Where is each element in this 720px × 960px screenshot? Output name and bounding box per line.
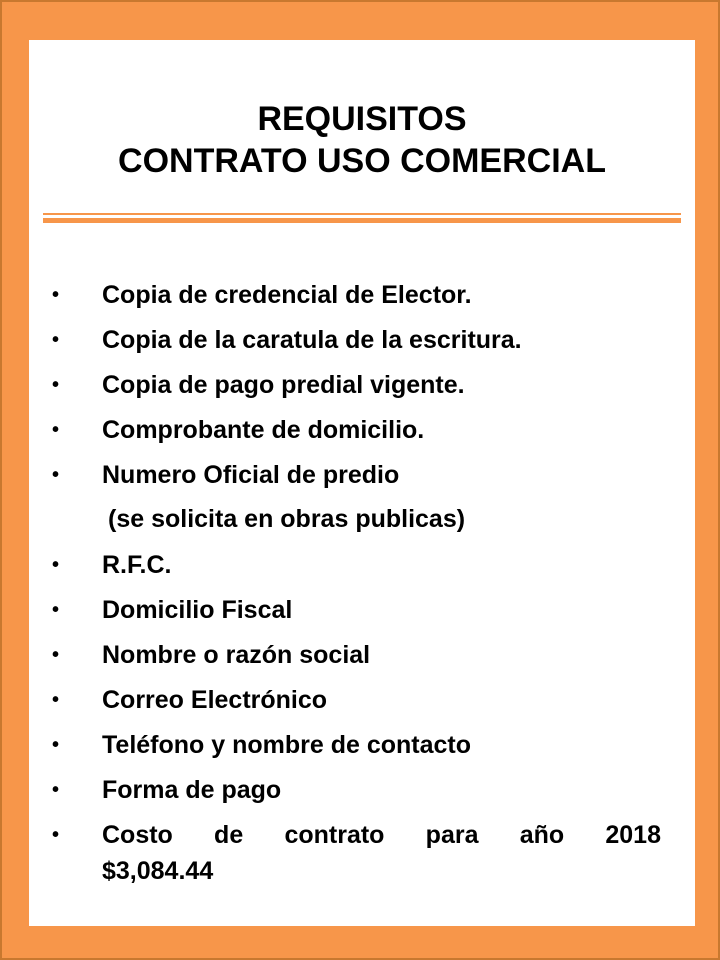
bullet-icon: • bbox=[52, 464, 60, 486]
list-item-note: (se solicita en obras publicas) bbox=[108, 505, 466, 533]
list-item-text: Correo Electrónico bbox=[102, 686, 328, 714]
slide-card bbox=[29, 40, 695, 926]
bullet-icon: • bbox=[52, 644, 60, 666]
list-item bbox=[51, 550, 661, 580]
bullet-icon: • bbox=[52, 554, 60, 576]
list-item-text: Teléfono y nombre de contacto bbox=[102, 731, 472, 759]
list-item-text: Numero Oficial de predio bbox=[102, 461, 400, 489]
bullet-icon: • bbox=[52, 284, 60, 306]
bullet-icon: • bbox=[52, 599, 60, 621]
list-item bbox=[51, 730, 661, 760]
requirements-list bbox=[51, 280, 661, 901]
list-item bbox=[51, 685, 661, 715]
list-item-text: R.F.C. bbox=[102, 551, 172, 579]
bullet-icon: • bbox=[52, 329, 60, 351]
bullet-icon: • bbox=[52, 779, 60, 801]
list-item-text: Domicilio Fiscal bbox=[102, 596, 293, 624]
list-item-text: Forma de pago bbox=[102, 776, 282, 804]
bullet-icon: • bbox=[52, 374, 60, 396]
bullet-icon: • bbox=[52, 734, 60, 756]
list-item-cost bbox=[51, 820, 661, 886]
list-item-text: Comprobante de domicilio. bbox=[102, 416, 425, 444]
title-divider-thick bbox=[43, 218, 681, 223]
title-line-1: REQUISITOS bbox=[257, 100, 467, 138]
bullet-icon: • bbox=[52, 689, 60, 711]
list-item bbox=[51, 640, 661, 670]
list-item-text: Copia de pago predial vigente. bbox=[102, 371, 465, 399]
title-line-2: CONTRATO USO COMERCIAL bbox=[118, 142, 606, 180]
list-item bbox=[51, 325, 661, 355]
list-item-text: Nombre o razón social bbox=[102, 641, 371, 669]
list-item bbox=[51, 370, 661, 400]
bullet-icon: • bbox=[52, 419, 60, 441]
cost-label: Costo de contrato para año 2018 bbox=[102, 821, 661, 849]
list-item bbox=[51, 775, 661, 805]
bullet-icon: • bbox=[52, 824, 60, 846]
page-title bbox=[29, 98, 695, 182]
list-item bbox=[51, 280, 661, 310]
list-item bbox=[51, 460, 661, 534]
title-divider-thin bbox=[43, 213, 681, 215]
list-item bbox=[51, 595, 661, 625]
list-item-text: Copia de la caratula de la escritura. bbox=[102, 326, 522, 354]
list-item bbox=[51, 415, 661, 445]
list-item-text: Copia de credencial de Elector. bbox=[102, 281, 472, 309]
cost-amount: $3,084.44 bbox=[102, 857, 214, 885]
